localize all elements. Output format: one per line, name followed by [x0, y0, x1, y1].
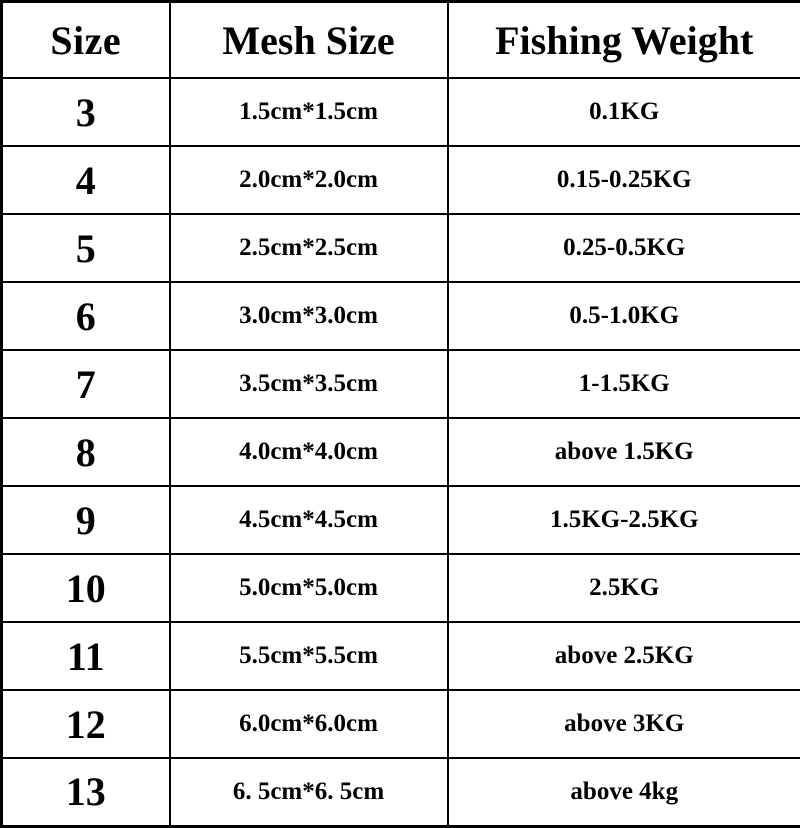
table-row	[2, 486, 800, 554]
cell-size: 11	[2, 622, 170, 690]
cell-mesh-size: 5.0cm*5.0cm	[170, 554, 448, 622]
cell-fishing-weight: 0.5-1.0KG	[448, 282, 800, 350]
cell-fishing-weight: above 2.5KG	[448, 622, 800, 690]
cell-mesh-size: 2.5cm*2.5cm	[170, 214, 448, 282]
cell-fishing-weight: 1-1.5KG	[448, 350, 800, 418]
cell-size: 7	[2, 350, 170, 418]
cell-size: 12	[2, 690, 170, 758]
table-row	[2, 622, 800, 690]
cell-fishing-weight: 2.5KG	[448, 554, 800, 622]
cell-mesh-size: 3.5cm*3.5cm	[170, 350, 448, 418]
table-row	[2, 418, 800, 486]
cell-size: 10	[2, 554, 170, 622]
cell-fishing-weight: 0.25-0.5KG	[448, 214, 800, 282]
table-row	[2, 282, 800, 350]
table-row	[2, 78, 800, 146]
cell-mesh-size: 3.0cm*3.0cm	[170, 282, 448, 350]
table-row	[2, 146, 800, 214]
table-header-row	[2, 2, 800, 79]
cell-size: 8	[2, 418, 170, 486]
cell-mesh-size: 5.5cm*5.5cm	[170, 622, 448, 690]
cell-size: 5	[2, 214, 170, 282]
cell-size: 9	[2, 486, 170, 554]
table-header	[2, 2, 800, 79]
table-row	[2, 690, 800, 758]
cell-size: 4	[2, 146, 170, 214]
cell-fishing-weight: above 1.5KG	[448, 418, 800, 486]
cell-fishing-weight: 0.15-0.25KG	[448, 146, 800, 214]
cell-size: 6	[2, 282, 170, 350]
column-header-fishing-weight: Fishing Weight	[448, 2, 800, 79]
table-row	[2, 350, 800, 418]
cell-fishing-weight: above 4kg	[448, 758, 800, 826]
table-body	[2, 78, 800, 826]
cell-mesh-size: 6. 5cm*6. 5cm	[170, 758, 448, 826]
cell-mesh-size: 6.0cm*6.0cm	[170, 690, 448, 758]
table-row	[2, 554, 800, 622]
table-row	[2, 758, 800, 826]
cell-fishing-weight: 1.5KG-2.5KG	[448, 486, 800, 554]
cell-mesh-size: 4.0cm*4.0cm	[170, 418, 448, 486]
table-row	[2, 214, 800, 282]
cell-size: 13	[2, 758, 170, 826]
cell-fishing-weight: 0.1KG	[448, 78, 800, 146]
cell-mesh-size: 4.5cm*4.5cm	[170, 486, 448, 554]
cell-size: 3	[2, 78, 170, 146]
cell-mesh-size: 2.0cm*2.0cm	[170, 146, 448, 214]
cell-mesh-size: 1.5cm*1.5cm	[170, 78, 448, 146]
column-header-mesh-size: Mesh Size	[170, 2, 448, 79]
cell-fishing-weight: above 3KG	[448, 690, 800, 758]
column-header-size: Size	[2, 2, 170, 79]
